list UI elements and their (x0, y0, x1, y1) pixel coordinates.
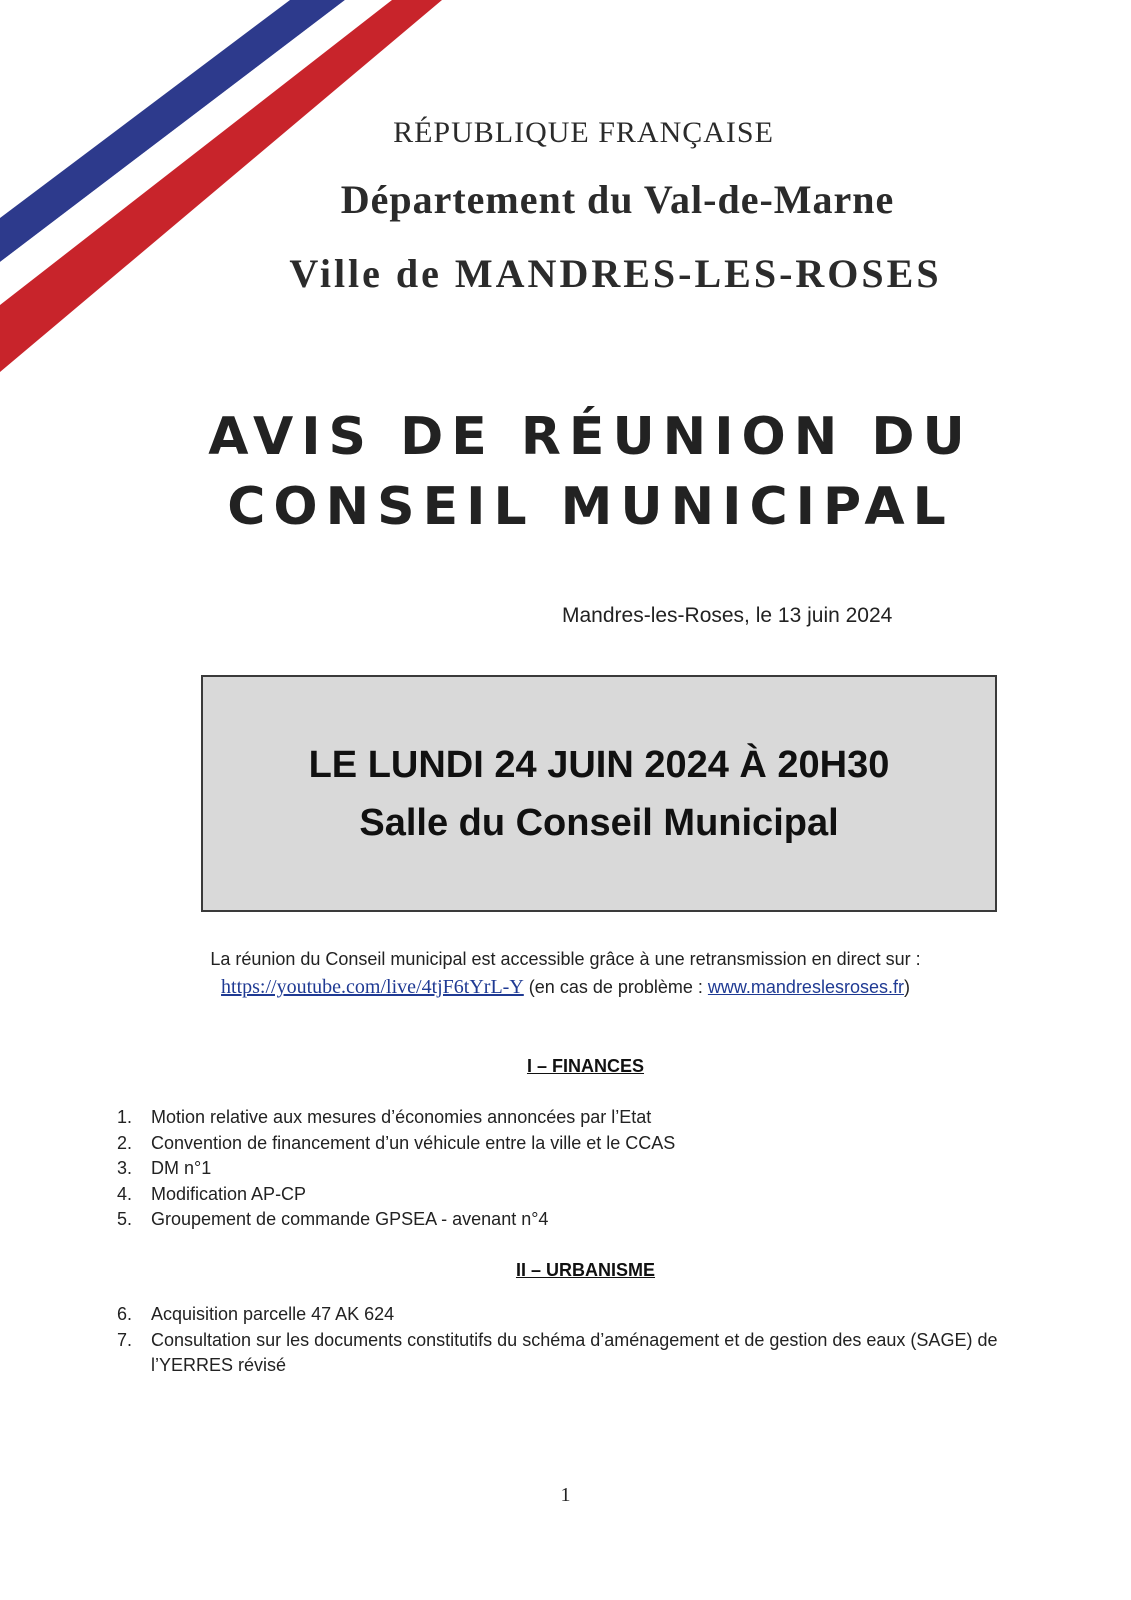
website-link[interactable]: www.mandreslesroses.fr (707, 977, 904, 997)
city-heading: Ville de MANDRES-LES-ROSES (289, 251, 942, 296)
section-title-finances: I – FINANCES (526, 1056, 645, 1076)
agenda-item-text: Modification AP-CP (151, 1183, 307, 1204)
meeting-info-box (201, 675, 997, 912)
agenda-item-text: DM n°1 (151, 1158, 212, 1178)
stream-notice (0, 945, 1131, 1001)
agenda-item (117, 1207, 1067, 1233)
agenda-item-number: 3. (117, 1158, 133, 1178)
page-number: 1 (560, 1484, 571, 1506)
department-heading: Département du Val-de-Marne (340, 177, 895, 222)
fallback-suffix: ) (903, 977, 910, 997)
agenda-item (117, 1131, 1067, 1157)
title-line-2: CONSEIL MUNICIPAL (227, 477, 954, 537)
agenda-item-number: 4. (117, 1183, 133, 1204)
agenda-item (117, 1302, 1067, 1328)
section-title-urbanisme: II – URBANISME (515, 1260, 656, 1280)
stream-links (0, 973, 1131, 1001)
place-and-date: Mandres-les-Roses, le 13 juin 2024 (562, 604, 893, 627)
title-line-1: AVIS DE RÉUNION DU (208, 407, 973, 467)
fallback-prefix: (en cas de problème : (523, 977, 708, 997)
agenda-item-text: Consultation sur les documents constitutifs du schéma d’aménagement et de gestion des eaux (SAGE) de l’YERRES révisé (151, 1329, 998, 1375)
agenda-item (117, 1182, 1067, 1208)
agenda-item-number: 1. (117, 1107, 133, 1127)
agenda-list-urbanisme (117, 1302, 1067, 1379)
agenda-item (117, 1156, 1067, 1182)
agenda-item-text: Motion relative aux mesures d’économies annoncées par l’Etat (151, 1107, 652, 1127)
agenda-item-text: Groupement de commande GPSEA - avenant n°4 (151, 1209, 549, 1229)
agenda-item-text: Acquisition parcelle 47 AK 624 (151, 1304, 395, 1324)
meeting-datetime: LE LUNDI 24 JUIN 2024 À 20H30 (308, 744, 890, 786)
agenda-item (117, 1105, 1067, 1131)
stream-intro: La réunion du Conseil municipal est accessible grâce à une retransmission en direct sur : (210, 949, 921, 969)
agenda-item (117, 1328, 1067, 1379)
youtube-link[interactable]: https://youtube.com/live/4tjF6tYrL-Y (221, 976, 524, 998)
agenda-item-number: 5. (117, 1209, 133, 1229)
document-title (0, 402, 1131, 542)
republic-heading: RÉPUBLIQUE FRANÇAISE (393, 116, 774, 149)
agenda-item-number: 7. (117, 1329, 133, 1350)
agenda-item-number: 2. (117, 1132, 133, 1153)
agenda-item-number: 6. (117, 1304, 133, 1324)
agenda-list-finances (117, 1105, 1067, 1233)
meeting-location: Salle du Conseil Municipal (359, 802, 839, 844)
agenda-item-text: Convention de financement d’un véhicule entre la ville et le CCAS (151, 1132, 676, 1153)
